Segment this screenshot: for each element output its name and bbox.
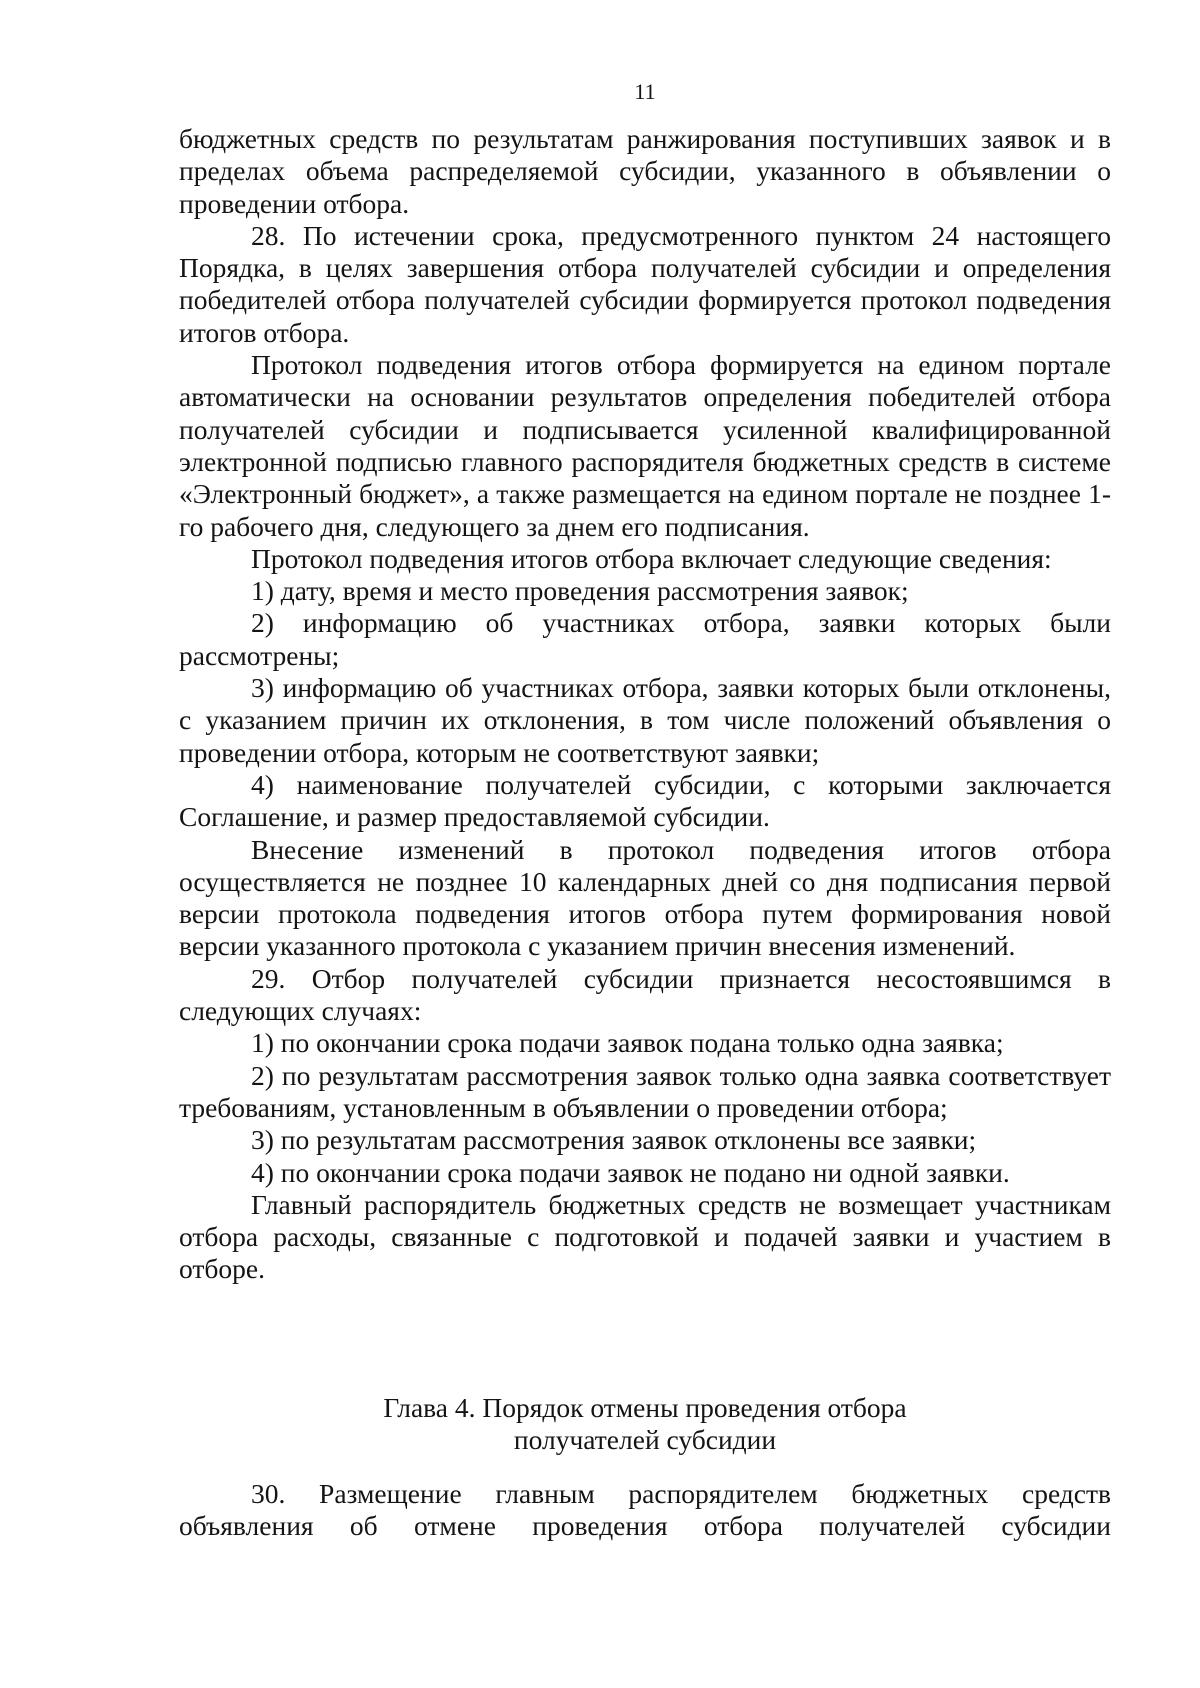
page-number: 11 — [634, 79, 656, 104]
paragraph: 2) информацию об участниках отбора, заявки которых были рассмотрены; — [179, 607, 1111, 671]
paragraph: Протокол подведения итогов отбора включает следующие сведения: — [251, 542, 1052, 574]
paragraph: Протокол подведения итогов отбора формируется на едином портале автоматически на основании результатов определения победителей отбора получателей субсидии и подписывается усиленной квалифицированной электронной подписью главного распорядителя бюджетных средств в системе «Электронный бюджет», а также размещается на едином портале не позднее 1-го рабочего дня, следующего за днем его подписания. — [179, 349, 1111, 542]
paragraph: 28. По истечении срока, предусмотренного пунктом 24 настоящего Порядка, в целях завершения отбора получателей субсидии и определения победителей отбора получателей субсидии формируется протокол подведения итогов отбора. — [179, 219, 1111, 348]
paragraph: пределах объема распределяемой субсидии, указанного в объявлении о — [179, 155, 1111, 187]
paragraph: 30. Размещение главным распорядителем бюджетных средств объявления об отмене проведения отбора получателей субсидии — [179, 1478, 1111, 1542]
paragraph: 4) наименование получателей субсидии, с которыми заключается Соглашение, и размер предоставляемой субсидии. — [179, 768, 1111, 833]
paragraph: бюджетных средств по результатам ранжирования поступивших заявок и в — [179, 123, 1111, 154]
paragraph: 29. Отбор получателей субсидии признается несостоявшимся в следующих случаях: — [179, 962, 1111, 1027]
paragraph: 1) по окончании срока подачи заявок подана только одна заявка; — [251, 1027, 1004, 1059]
chapter-heading-line-2: получателей субсидии — [513, 1424, 777, 1456]
document-body-top — [179, 123, 1111, 1286]
chapter-heading-line-1: Глава 4. Порядок отмены проведения отбора — [383, 1392, 907, 1423]
paragraph: 3) информацию об участниках отбора, заявки которых были отклонены, с указанием причин их отклонения, в том числе положений объявления о проведении отбора, которым не соответствуют заявки; — [179, 672, 1111, 768]
paragraph: 1) дату, время и место проведения рассмотрения заявок; — [251, 575, 909, 607]
document-body-bottom — [179, 1478, 1111, 1543]
paragraph: Главный распорядитель бюджетных средств не возмещает участникам отбора расходы, связанные с подготовкой и подачей заявки и участием в отборе. — [179, 1188, 1111, 1285]
chapter-heading — [179, 1392, 1111, 1457]
paragraph: 3) по результатам рассмотрения заявок отклонены все заявки; — [251, 1124, 977, 1156]
paragraph: 2) по результатам рассмотрения заявок только одна заявка соответствует требованиям, установленным в объявлении о проведении отбора; — [179, 1059, 1111, 1123]
paragraph: Внесение изменений в протокол подведения итогов отбора осуществляется не позднее 10 календарных дней со дня подписания первой версии протокола подведения итогов отбора путем формирования новой версии указанного протокола с указанием причин внесения изменений. — [179, 833, 1111, 962]
paragraph: 4) по окончании срока подачи заявок не подано ни одной заявки. — [251, 1156, 1010, 1188]
paragraph: проведении отбора. — [179, 187, 410, 219]
